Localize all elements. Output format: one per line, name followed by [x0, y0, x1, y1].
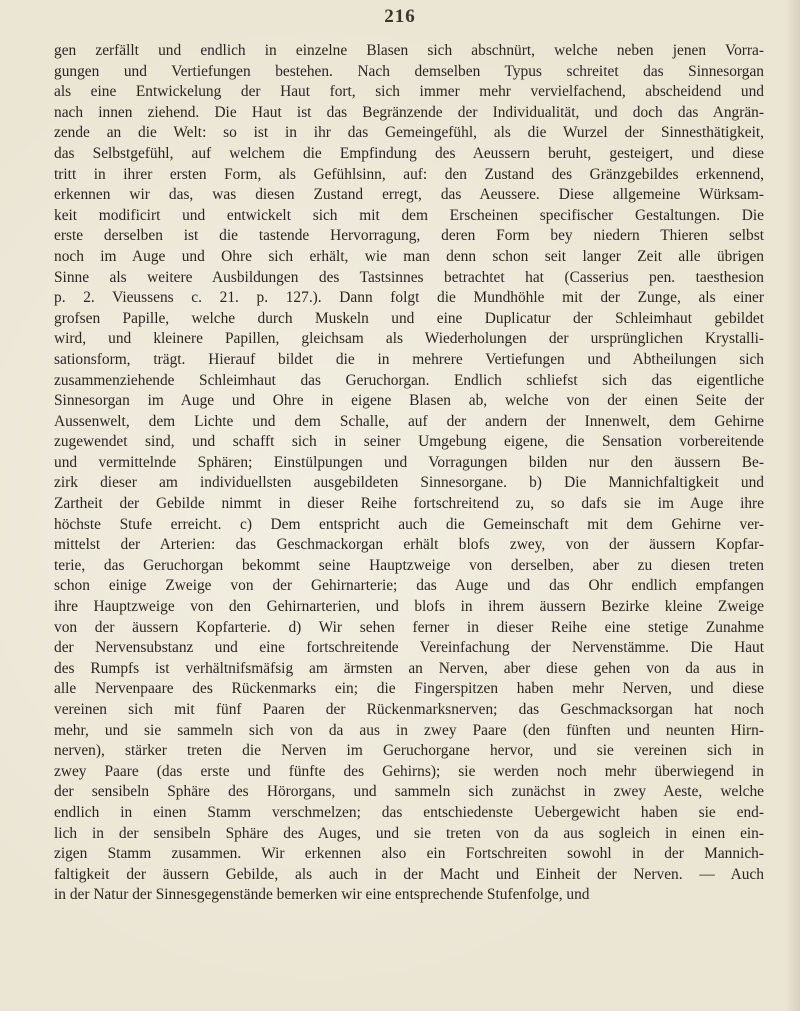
text-line: sationsform, trägt. Hierauf bildet die in mehrere Vertiefungen und Abtheilungen sich — [54, 350, 764, 368]
text-line: in der Natur der Sinnesgegenstände bemerken wir eine entsprechende Stufenfolge, und — [54, 886, 590, 904]
text-line: höchste Stufe erreicht. c) Dem entspricht auch die Gemeinschaft mit dem Gehirne ver- — [54, 515, 764, 533]
text-line: Zartheit der Gebilde nimmt in dieser Reihe fortschreitend zu, so dafs sie im Auge ihre — [54, 495, 764, 513]
text-line: das Selbstgefühl, auf welchem die Empfindung des Aeussern beruht, gesteigert, und diese — [54, 144, 764, 162]
text-line: zigen Stamm zusammen. Wir erkennen also ein Fortschreiten sowohl in der Mannich- — [54, 845, 764, 863]
text-line: vereinen sich mit fünf Paaren der Rückenmarksnerven; das Geschmacksorgan hat noch — [54, 701, 764, 718]
text-line: zwey Paare (das erste und fünfte des Gehirns); sie werden noch mehr überwiegend in — [54, 762, 764, 780]
text-line: keit modificirt und entwickelt sich mit dem Erscheinen specifischer Gestaltungen. Die — [54, 206, 764, 224]
text-line: mittelst der Arterien: das Geschmackorgan erhält blofs zwey, von der äussern Kopfar- — [54, 536, 764, 554]
text-line: alle Nervenpaare des Rückenmarks ein; die Fingerspitzen haben mehr Nerven, und diese — [54, 680, 764, 698]
text-line: ihre Hauptzweige von den Gehirnarterien, und blofs in ihrem äussern Bezirke kleine Zweige — [54, 598, 764, 616]
text-line: Aussenwelt, dem Lichte und dem Schalle, auf der andern der Innenwelt, dem Gehirne — [54, 412, 764, 430]
text-line: lich in der sensibeln Sphäre des Auges, und sie treten von da aus sogleich in einen ein- — [54, 824, 764, 842]
text-line: erste derselben ist die tastende Hervorragung, deren Form bey niedern Thieren selbst — [54, 227, 764, 245]
text-line: schon einige Zweige von der Gehirnarterie; das Auge und das Ohr endlich empfangen — [54, 577, 764, 595]
text-line: tritt in ihrer ersten Form, als Gefühlsinn, auf: den Zustand des Gränzgebildes erkennend, — [54, 165, 764, 183]
page-number: 216 — [384, 6, 416, 27]
text-line: faltigkeit der äussern Gebilde, als auch in der Macht und Einheit der Nerven. — Auch — [54, 865, 764, 883]
text-line: mehr, und sie sammeln sich von da aus in zwey Paare (den fünften und neunten Hirn- — [54, 721, 764, 739]
text-line: terie, das Geruchorgan bekommt seine Hauptzweige von derselben, aber zu diesen treten — [54, 556, 764, 574]
text-line: des Rumpfs ist verhältnifsmäfsig am ärmsten an Nerven, aber diese gehen von da aus in — [54, 659, 764, 677]
text-line: zirk dieser am individuellsten ausgebildeten Sinnesorgane. b) Die Mannichfaltigkeit und — [54, 474, 764, 492]
text-line: als eine Entwickelung der Haut fort, sich immer mehr vervielfachend, abscheidend und — [54, 83, 764, 101]
text-line: nach innen ziehend. Die Haut ist das Begränzende der Individualität, und doch das Angrän- — [54, 103, 764, 121]
text-line: von der äussern Kopfarterie. d) Wir sehen ferner in dieser Reihe eine stetige Zunahme — [54, 618, 764, 636]
text-line: erkennen wir das, was diesen Zustand erregt, das Aeussere. Diese allgemeine Würksam- — [54, 186, 764, 204]
text-line: grofsen Papille, welche durch Muskeln und eine Duplicatur der Schleimhaut gebildet — [54, 309, 764, 327]
text-line: noch im Auge und Ohre sich erhält, wie man denn schon seit langer Zeit alle übrigen — [54, 247, 764, 265]
body-text — [54, 41, 764, 906]
text-line: endlich in einen Stamm verschmelzen; das entschiedenste Uebergewicht haben sie end- — [54, 803, 764, 821]
text-line: Sinne als weitere Ausbildungen des Tastsinnes betrachtet hat (Casserius pen. taesthesion — [54, 268, 764, 286]
text-line: gungen und Vertiefungen bestehen. Nach demselben Typus schreitet das Sinnesorgan — [54, 62, 764, 80]
text-line: Sinnesorgan im Auge und Ohre in eigene Blasen ab, welche von der einen Seite der — [54, 392, 764, 410]
text-line: zusammenziehende Schleimhaut das Geruchorgan. Endlich schliefst sich das eigentliche — [54, 371, 764, 389]
text-line: zende an die Welt: so ist in ihr das Gemeingefühl, als die Wurzel der Sinnesthätigkeit, — [54, 124, 764, 142]
page-edge-shadow — [786, 0, 800, 1011]
text-line: wird, und kleinere Papillen, gleichsam als Wiederholungen der ursprünglichen Krystalli- — [54, 330, 764, 348]
text-line: der Nervensubstanz und eine fortschreitende Vereinfachung der Nervenstämme. Die Haut — [54, 639, 764, 657]
text-line: p. 2. Vieussens c. 21. p. 127.). Dann folgt die Mundhöhle mit der Zunge, als einer — [54, 289, 764, 307]
text-line: gen zerfällt und endlich in einzelne Blasen sich abschnürt, welche neben jenen Vorra- — [54, 42, 764, 59]
text-line: nerven), stärker treten die Nerven im Geruchorgane hervor, und sie vereinen sich in — [54, 742, 764, 760]
text-line: zugewendet sind, und schafft sich in seiner Umgebung eigene, die Sensation vorbereitende — [54, 433, 764, 451]
text-line: der sensibeln Sphäre des Hörorgans, und sammeln sich zunächst in zwey Aeste, welche — [54, 783, 764, 801]
text-line: und vermittelnde Sphären; Einstülpungen und Vorragungen bilden nur den äussern Be- — [54, 453, 764, 471]
